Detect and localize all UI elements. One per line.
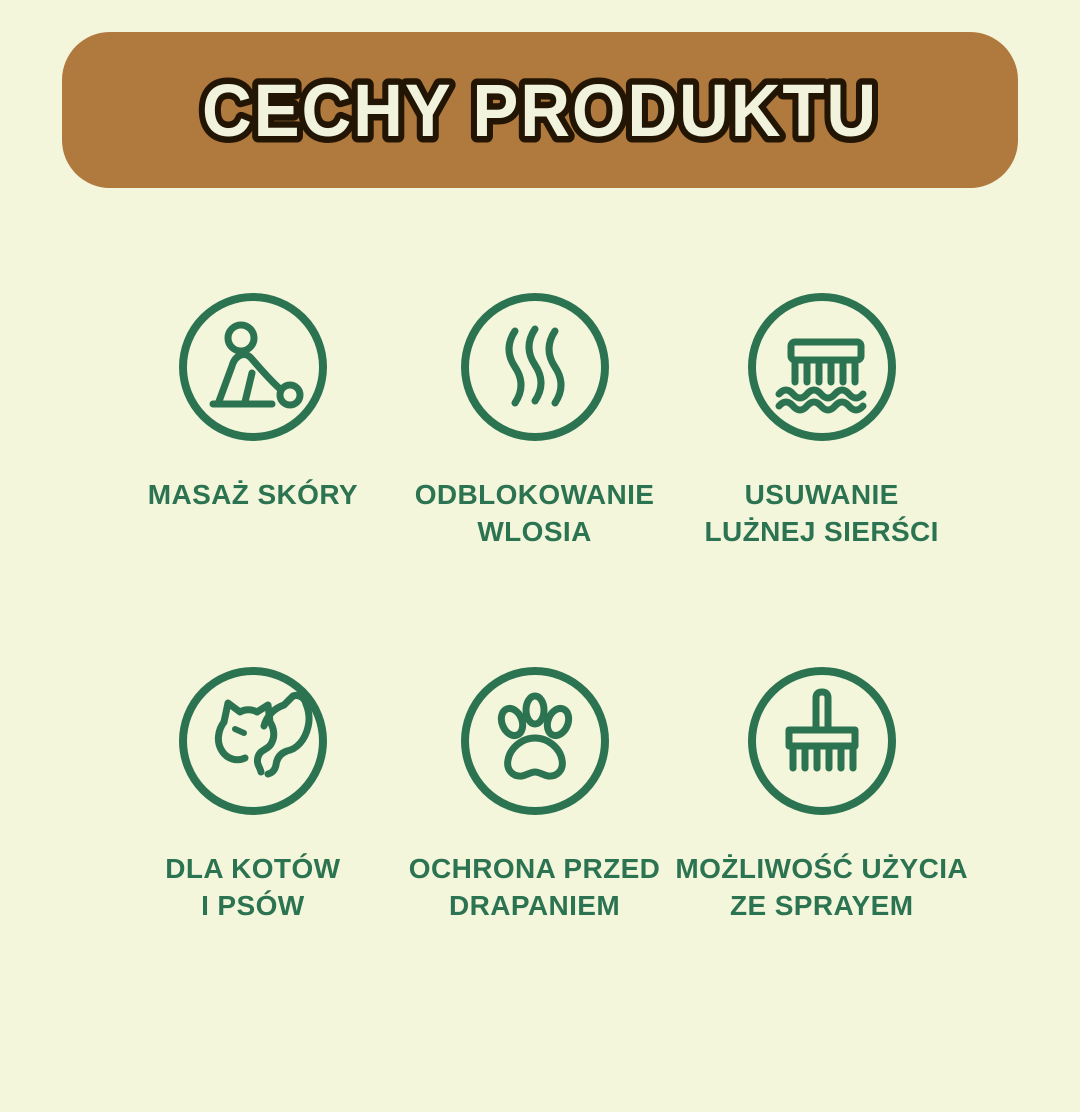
feature-label [409, 850, 661, 924]
feature-card-dla-kotow-i-psow [112, 666, 394, 924]
feature-label [705, 476, 939, 550]
feature-label [148, 476, 358, 513]
feature-label-line: DLA KOTÓW [165, 853, 341, 884]
feature-card-usuwanie-siersci [675, 292, 968, 550]
feature-label-line: LUŻNEJ SIERŚCI [704, 516, 939, 547]
hair-waves-icon [460, 292, 610, 442]
features-grid [112, 292, 968, 924]
feature-label-line: USUWANIE [744, 479, 899, 510]
feature-label-line: I PSÓW [201, 890, 305, 921]
header-title-svg [62, 32, 1018, 188]
feature-card-odblokowanie-wlosia [394, 292, 676, 550]
feature-label [165, 850, 340, 924]
rake-brush-icon [747, 666, 897, 816]
massage-person-icon [178, 292, 328, 442]
page-title: CECHY PRODUKTU [202, 69, 878, 152]
feature-label-line: MASAŻ SKÓRY [147, 479, 358, 510]
feature-label-line: OCHRONA PRZED [408, 853, 661, 884]
feature-label-line: WLOSIA [477, 516, 592, 547]
feature-label-line: MOŻLIWOŚĆ UŻYCIA [675, 853, 968, 884]
comb-over-waves-icon [747, 292, 897, 442]
cat-and-dog-icon [178, 666, 328, 816]
feature-label-line: DRAPANIEM [449, 890, 621, 921]
feature-card-ochrona-przed-drapaniem [394, 666, 676, 924]
feature-label [415, 476, 655, 550]
feature-label-line: ZE SPRAYEM [729, 890, 914, 921]
feature-card-uzycie-ze-sprayem [675, 666, 968, 924]
header-banner [62, 32, 1018, 188]
feature-card-masaz-skory [112, 292, 394, 550]
feature-label [675, 850, 968, 924]
paw-print-icon [460, 666, 610, 816]
feature-label-line: ODBLOKOWANIE [414, 479, 655, 510]
